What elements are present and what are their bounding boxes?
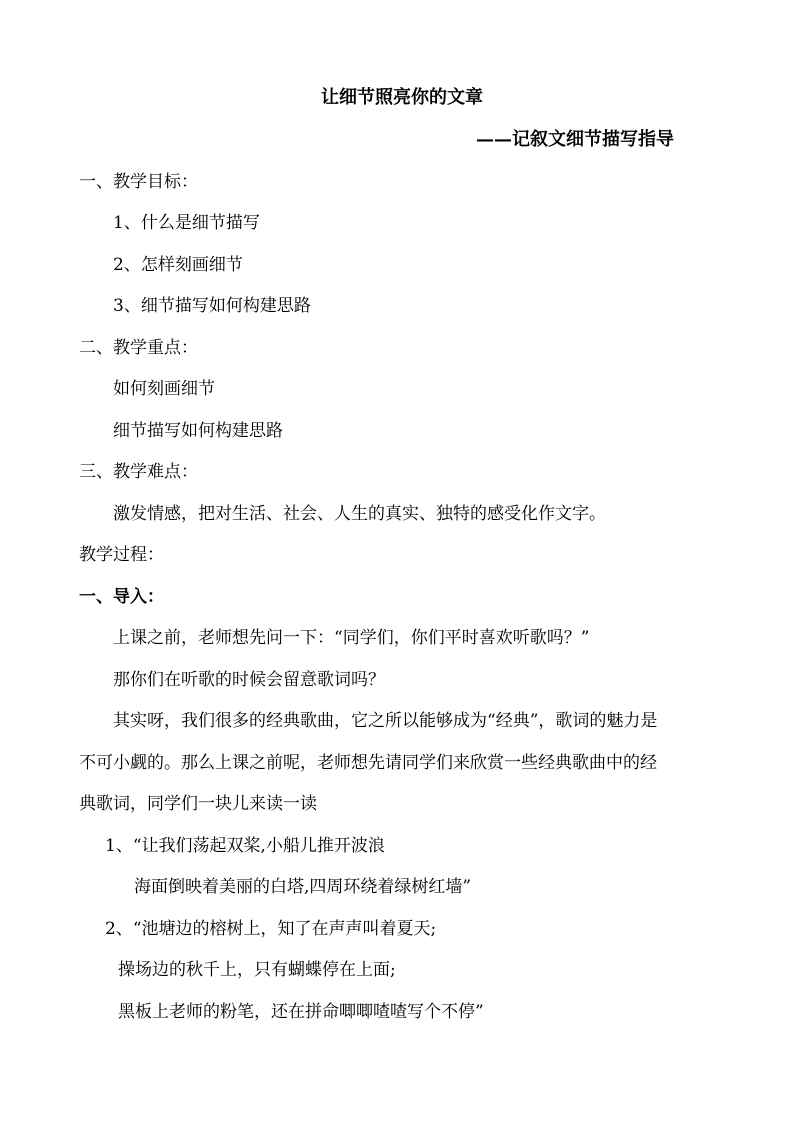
lyric-line: 1、“让我们荡起双桨,小船儿推开波浪 (105, 836, 385, 856)
section-heading-difficulty: 三、教学难点： (79, 462, 198, 482)
difficulty-text: 激发情感，把对生活、社会、人生的真实、独特的感受化作文字。 (113, 504, 606, 524)
paragraph-line: 典歌词，同学们一块儿来读一读 (79, 794, 317, 814)
goal-item: 1、什么是细节描写 (113, 213, 260, 233)
paragraph-line: 不可小觑的。那么上课之前呢，老师想先请同学们来欣赏一些经典歌曲中的经 (79, 753, 657, 773)
lyric-line: 黑板上老师的粉笔，还在拼命唧唧喳喳写个不停” (118, 1002, 484, 1022)
page-subtitle: ——记叙文细节描写指导 (476, 129, 674, 150)
section-heading-key: 二、教学重点： (79, 338, 198, 358)
goal-item: 2、怎样刻画细节 (113, 255, 243, 275)
intro-heading: 一、导入： (79, 587, 164, 607)
paragraph: 那你们在听歌的时候会留意歌词吗？ (113, 670, 385, 690)
key-point-item: 细节描写如何构建思路 (113, 421, 283, 441)
page-title: 让细节照亮你的文章 (321, 87, 483, 108)
goal-item: 3、细节描写如何构建思路 (113, 296, 311, 316)
lyric-line: 操场边的秋千上，只有蝴蝶停在上面; (118, 960, 396, 980)
key-point-item: 如何刻画细节 (113, 379, 215, 399)
section-heading-goals: 一、教学目标： (79, 172, 198, 192)
lyric-line: 2、“池塘边的榕树上，知了在声声叫着夏天; (105, 919, 437, 939)
lyric-line: 海面倒映着美丽的白塔,四周环绕着绿树红墙” (134, 877, 472, 897)
process-heading: 教学过程： (79, 545, 164, 565)
paragraph: 上课之前，老师想先问一下：“同学们，你们平时喜欢听歌吗？” (113, 628, 590, 648)
paragraph-line: 其实呀，我们很多的经典歌曲，它之所以能够成为“经典”，歌词的魅力是 (113, 711, 658, 731)
